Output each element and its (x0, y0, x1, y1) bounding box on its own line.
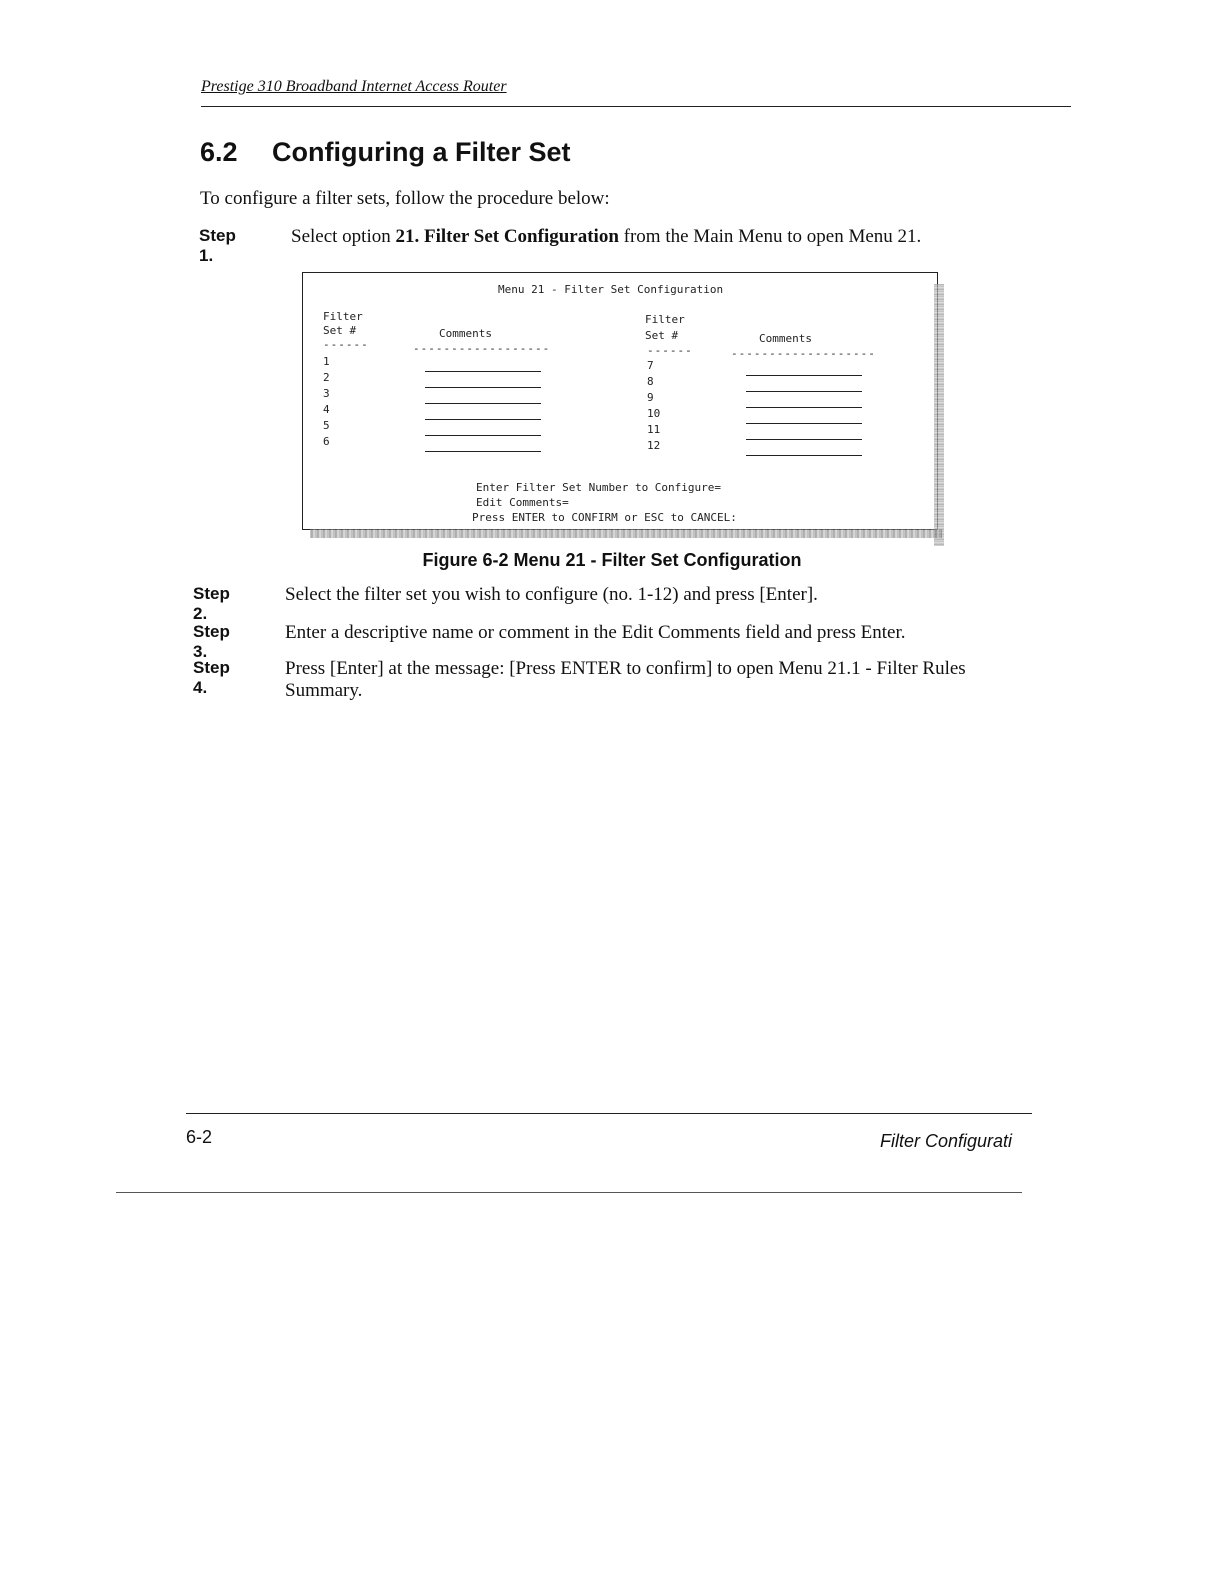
set-number: 5 (323, 419, 330, 432)
step-text (291, 226, 1036, 248)
step-text-bold: 21. Filter Set Configuration (395, 226, 619, 247)
set-number: 9 (647, 391, 654, 404)
chapter-title: Filter Configurati (880, 1131, 1013, 1151)
comment-field-line (746, 423, 862, 424)
step-label: Step 4. (193, 658, 230, 697)
left-col-filter: Filter (323, 310, 363, 323)
divider-dashes: ------ (323, 338, 369, 351)
comment-field-line (425, 387, 541, 388)
step-label: Step 1. (199, 226, 236, 265)
set-number: 3 (323, 387, 330, 400)
set-number: 4 (323, 403, 330, 416)
section-heading (200, 137, 571, 168)
comment-field-line (425, 371, 541, 372)
footer-rule (116, 1192, 1022, 1193)
prompt-set-number: Enter Filter Set Number to Configure= (476, 481, 722, 494)
divider-dashes: ------ (647, 344, 693, 357)
step-text-post: from the Main Menu to open Menu 21. (618, 226, 922, 247)
set-number: 1 (323, 355, 330, 368)
page-number: 6-2 (186, 1127, 213, 1147)
comment-field-line (425, 403, 541, 404)
prompt-confirm: Press ENTER to CONFIRM or ESC to CANCEL: (472, 511, 737, 524)
left-col-comments: Comments (439, 327, 492, 340)
footer-rule (186, 1113, 1032, 1114)
set-number: 12 (647, 439, 661, 452)
divider-dashes: ------------------- (731, 347, 876, 360)
prompt-edit-comments: Edit Comments= (476, 496, 569, 509)
comment-field-line (746, 455, 862, 456)
comment-field-line (425, 451, 541, 452)
divider-dashes: ------------------ (413, 342, 551, 355)
section-title: Configuring a Filter Set (272, 137, 571, 167)
header-rule (201, 106, 1071, 107)
menu-title: Menu 21 - Filter Set Configuration (498, 283, 724, 296)
intro-text: To configure a filter sets, follow the procedure below: (200, 188, 610, 209)
set-number: 8 (647, 375, 654, 388)
right-col-comments: Comments (759, 332, 812, 345)
step-text: Press [Enter] at the message: [Press ENTER to confirm] to open Menu 21.1 - Filter Rules Summary. (285, 658, 966, 701)
set-number: 10 (647, 407, 661, 420)
scan-artifact (934, 284, 944, 546)
comment-field-line (425, 435, 541, 436)
set-number: 7 (647, 359, 654, 372)
right-col-set: Set # (645, 329, 679, 342)
comment-field-line (746, 375, 862, 376)
right-col-filter: Filter (645, 313, 685, 326)
set-number: 2 (323, 371, 330, 384)
left-col-set: Set # (323, 324, 357, 337)
terminal-screen (302, 272, 938, 530)
running-header: Prestige 310 Broadband Internet Access Router (201, 78, 507, 95)
step-label: Step 3. (193, 622, 230, 661)
step-label: Step 2. (193, 584, 230, 623)
step-text: Enter a descriptive name or comment in the Edit Comments field and press Enter. (285, 622, 906, 643)
comment-field-line (746, 391, 862, 392)
figure-caption: Figure 6-2 Menu 21 - Filter Set Configuration (422, 550, 802, 570)
set-number: 11 (647, 423, 661, 436)
step-text: Select the filter set you wish to configure (no. 1-12) and press [Enter]. (285, 584, 818, 605)
comment-field-line (425, 419, 541, 420)
step-text-pre: Select option (291, 226, 396, 247)
comment-field-line (746, 407, 862, 408)
comment-field-line (746, 439, 862, 440)
set-number: 6 (323, 435, 330, 448)
scan-artifact (310, 529, 942, 538)
section-number: 6.2 (200, 137, 238, 167)
